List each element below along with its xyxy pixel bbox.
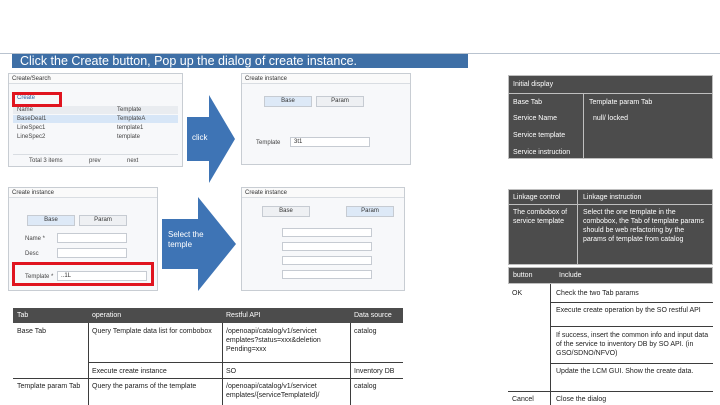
bottom-cell: /openoapi/catalog/v1/servicet emplates?status=xxx&deletion Pending=xxx: [226, 328, 321, 353]
row-divider: [13, 378, 403, 379]
create-highlight: [12, 92, 62, 107]
template-label: Template *: [25, 274, 54, 280]
row-divider: [550, 363, 713, 364]
list-row-template: TemplateA: [117, 116, 146, 122]
desc-label: Desc: [25, 251, 39, 257]
list-footer-total: Total 3 items: [29, 158, 63, 164]
row-divider: [508, 391, 713, 392]
ok-label: OK: [512, 290, 523, 297]
dialog-header: Create instance: [242, 74, 410, 84]
cancel-label: Cancel: [512, 396, 534, 403]
button-col1: button: [513, 272, 533, 279]
cancel-item: Close the dialog: [556, 396, 607, 403]
col-name: Name: [17, 107, 34, 113]
create-link[interactable]: Create: [17, 95, 36, 101]
list-footer-rule: [13, 154, 178, 155]
bottom-table-header: [13, 308, 403, 323]
list-footer-prev[interactable]: prev: [89, 158, 101, 164]
linkage-table: [508, 189, 713, 265]
initial-display-cell: Template param Tab: [589, 99, 653, 106]
bottom-col-operation: operation: [92, 312, 122, 319]
row-divider: [88, 362, 403, 363]
tab-param[interactable]: Param: [316, 96, 364, 107]
tab-base[interactable]: Base: [262, 206, 310, 217]
table-vline: [350, 323, 351, 405]
bottom-cell: catalog: [354, 383, 377, 390]
list-row-name: LineSpec2: [17, 134, 46, 140]
initial-display-cell: Service template: [513, 132, 566, 139]
bottom-cell: Execute create instance: [92, 368, 167, 375]
bottom-col-source: Data source: [354, 312, 392, 319]
arrow-select-label: Select the temple: [168, 230, 204, 249]
row-divider: [550, 326, 713, 327]
dialog-header: Create instance: [242, 188, 404, 198]
param-field[interactable]: [282, 256, 372, 265]
list-row-template: template: [117, 134, 141, 140]
linkage-col2: Linkage instruction: [583, 194, 642, 201]
slide-title: Click the Create button, Pop up the dialog of create instance.: [12, 54, 468, 68]
ok-item: If success, insert the common info and input data of the service to inventory DB by SO API. (in GSO/SDNO/NFVO): [556, 332, 709, 357]
table-divider: [509, 93, 712, 94]
initial-display-table: [508, 75, 713, 159]
tab-base[interactable]: Base: [27, 215, 75, 226]
bottom-cell: Query the params of the template: [92, 383, 197, 390]
list-row-template: template1: [117, 125, 144, 131]
row-divider: [550, 302, 713, 303]
linkage-left: The combobox of service template: [513, 209, 568, 225]
bottom-cell: Template param Tab: [17, 383, 81, 390]
table-divider: [577, 190, 578, 264]
list-screenshot: [8, 73, 183, 167]
list-footer-next[interactable]: next: [127, 158, 139, 164]
name-label: Name *: [25, 236, 46, 242]
template-combobox[interactable]: ..1L: [57, 271, 147, 281]
name-field[interactable]: [57, 233, 127, 243]
bottom-cell: Inventory DB: [354, 368, 395, 375]
param-field[interactable]: [282, 228, 372, 237]
initial-display-cell: Base Tab: [513, 99, 543, 106]
table-vline: [222, 323, 223, 405]
initial-display-cell: null/ locked: [593, 115, 629, 122]
initial-display-cell: Service Name: [513, 115, 557, 122]
arrow-click-label: click: [192, 133, 208, 142]
ok-item: Execute create operation by the SO restful API: [556, 307, 701, 314]
list-table-header: [13, 106, 178, 114]
bottom-cell: Base Tab: [17, 328, 47, 335]
param-field[interactable]: [282, 242, 372, 251]
bottom-cell: /openoapi/catalog/v1/servicet emplates/{serviceTemplateId}/: [226, 383, 320, 399]
list-row-name: LineSpec1: [17, 125, 46, 131]
linkage-col1: Linkage control: [513, 194, 561, 201]
bottom-col-api: Restful API: [226, 312, 261, 319]
table-vline: [88, 323, 89, 405]
linkage-right: Select the one template in the combobox, the Tab of template params should be web refactoring by the params of template from catalog: [583, 209, 704, 243]
dialog-screenshot-param: [241, 187, 405, 291]
table-divider: [509, 204, 712, 205]
tab-param[interactable]: Param: [79, 215, 127, 226]
table-divider: [583, 93, 584, 158]
template-label: Template: [256, 140, 281, 146]
list-header: Create/Search: [9, 74, 182, 84]
ok-item: Update the LCM GUI. Show the create data.: [556, 368, 694, 375]
template-combobox[interactable]: 3t1: [290, 137, 370, 147]
initial-display-header: Initial display: [513, 81, 554, 88]
bottom-col-tab: Tab: [17, 312, 29, 319]
initial-display-cell: Service instruction: [513, 149, 571, 156]
ok-item: Check the two Tab params: [556, 290, 639, 297]
bottom-cell: Query Template data list for combobox: [92, 328, 212, 335]
desc-field[interactable]: [57, 248, 127, 258]
bottom-cell: catalog: [354, 328, 377, 335]
tab-base[interactable]: Base: [264, 96, 312, 107]
button-col2: Include: [559, 272, 582, 279]
dialog-screenshot: [241, 73, 411, 165]
list-row-name: BaseDeal1: [17, 116, 47, 122]
tab-param[interactable]: Param: [346, 206, 394, 217]
param-field[interactable]: [282, 270, 372, 279]
dialog-header: Create instance: [9, 188, 157, 198]
bottom-cell: SO: [226, 368, 237, 375]
combobox-highlight: [12, 262, 154, 286]
col-template: Template: [117, 107, 142, 113]
button-table-header: [508, 267, 713, 284]
